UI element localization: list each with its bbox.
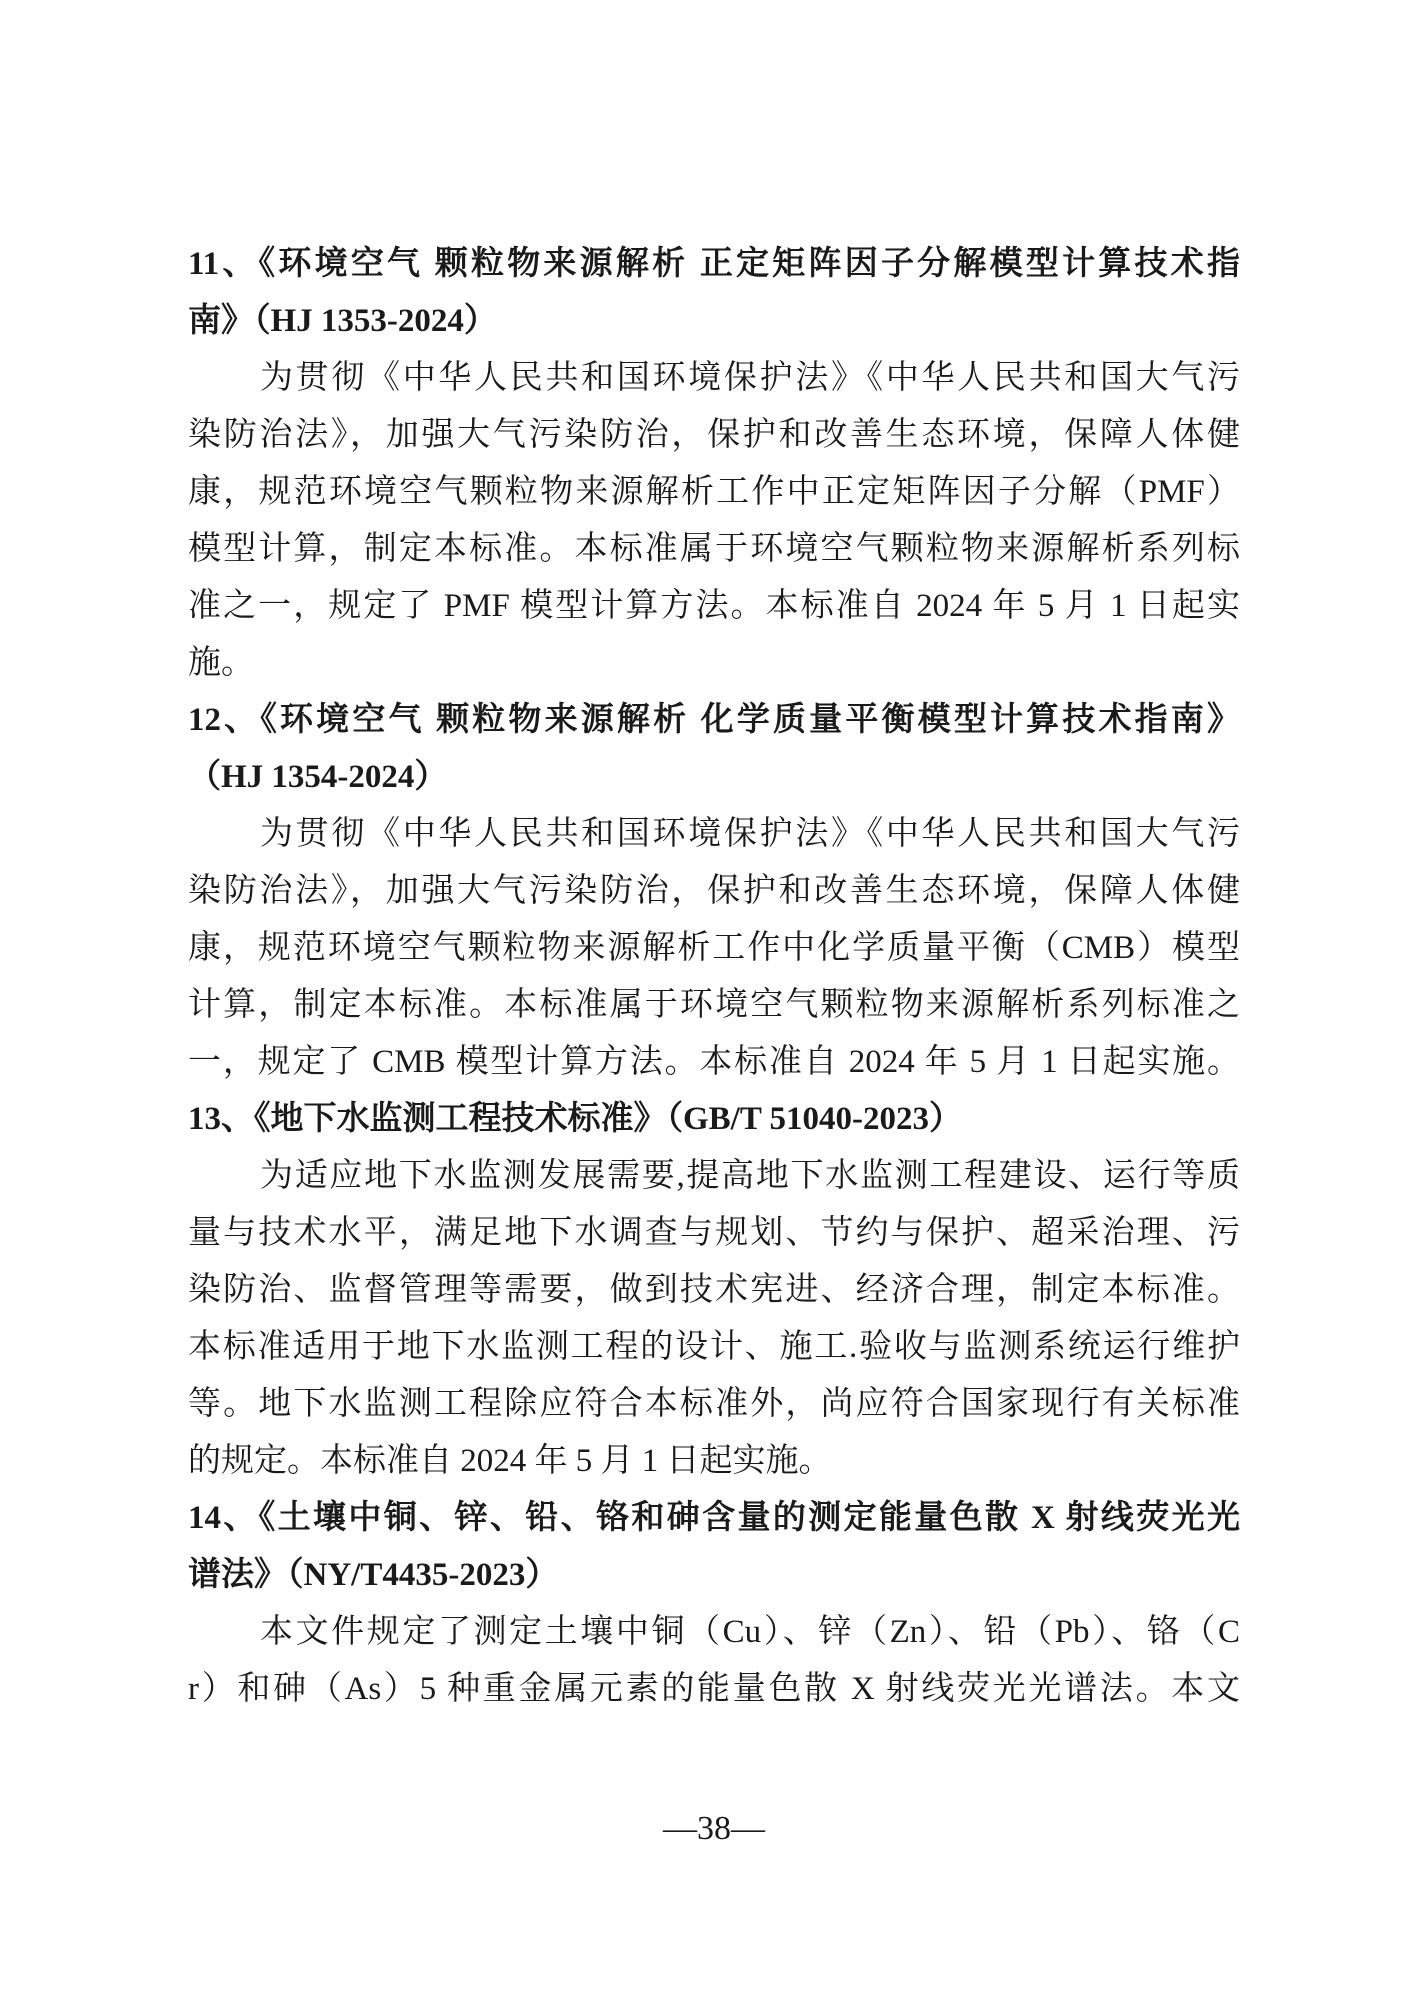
body-line: 为适应地下水监测发展需要,提高地下水监测工程建设、运行等质 [260, 1158, 1240, 1194]
body-line: 染防治法》，加强大气污染防治，保护和改善生态环境，保障人体健 [188, 417, 1240, 453]
section-14 [188, 1490, 1240, 1718]
page-footer [188, 1800, 1240, 1857]
page-number: —38— [663, 1810, 765, 1847]
section-12 [188, 692, 1240, 1091]
body-line: 本文件规定了测定土壤中铜（Cu）、锌（Zn）、铅（Pb）、铬（C [260, 1614, 1240, 1650]
body-line: 的规定。本标准自 2024 年 5 月 1 日起实施。 [188, 1443, 832, 1479]
body-line: 一，规定了 CMB 模型计算方法。本标准自 2024 年 5 月 1 日起实施。 [188, 1044, 1240, 1080]
body-line: 施。 [188, 645, 254, 681]
heading-line: 11、《环境空气 颗粒物来源解析 正定矩阵因子分解模型计算技术指 [188, 246, 1240, 282]
heading-line: 14、《土壤中铜、锌、铅、铬和砷含量的测定能量色散 X 射线荧光光 [188, 1500, 1240, 1536]
body-line: 染防治法》，加强大气污染防治，保护和改善生态环境，保障人体健 [188, 873, 1240, 909]
body-line: 康，规范环境空气颗粒物来源解析工作中化学质量平衡（CMB）模型 [188, 930, 1240, 966]
body-line: 为贯彻《中华人民共和国环境保护法》《中华人民共和国大气污 [260, 816, 1240, 852]
heading-line: （HJ 1354-2024） [188, 759, 448, 795]
body-line: 量与技术水平，满足地下水调查与规划、节约与保护、超采治理、污 [188, 1215, 1240, 1251]
heading-line: 12、《环境空气 颗粒物来源解析 化学质量平衡模型计算技术指南》 [188, 702, 1240, 738]
body-line: 等。地下水监测工程除应符合本标准外，尚应符合国家现行有关标准 [188, 1386, 1240, 1422]
heading-line: 南》（HJ 1353-2024） [188, 303, 497, 339]
body-line: 计算，制定本标准。本标准属于环境空气颗粒物来源解析系列标准之 [188, 987, 1240, 1023]
section-11 [188, 236, 1240, 692]
body-line: r）和砷（As）5 种重金属元素的能量色散 X 射线荧光光谱法。本文 [188, 1671, 1240, 1707]
body-line: 本标准适用于地下水监测工程的设计、施工.验收与监测系统运行维护 [188, 1329, 1240, 1365]
section-13 [188, 1091, 1240, 1490]
document-text-block [188, 236, 1240, 1718]
heading-line: 13、《地下水监测工程技术标准》（GB/T 51040-2023） [188, 1101, 963, 1137]
body-line: 为贯彻《中华人民共和国环境保护法》《中华人民共和国大气污 [260, 360, 1240, 396]
body-line: 模型计算，制定本标准。本标准属于环境空气颗粒物来源解析系列标 [188, 531, 1240, 567]
heading-line: 谱法》（NY/T4435-2023） [188, 1557, 559, 1593]
body-line: 康，规范环境空气颗粒物来源解析工作中正定矩阵因子分解（PMF） [188, 474, 1240, 510]
body-line: 染防治、监督管理等需要，做到技术宪进、经济合理，制定本标准。 [188, 1272, 1240, 1308]
body-line: 准之一，规定了 PMF 模型计算方法。本标准自 2024 年 5 月 1 日起实 [188, 588, 1240, 624]
